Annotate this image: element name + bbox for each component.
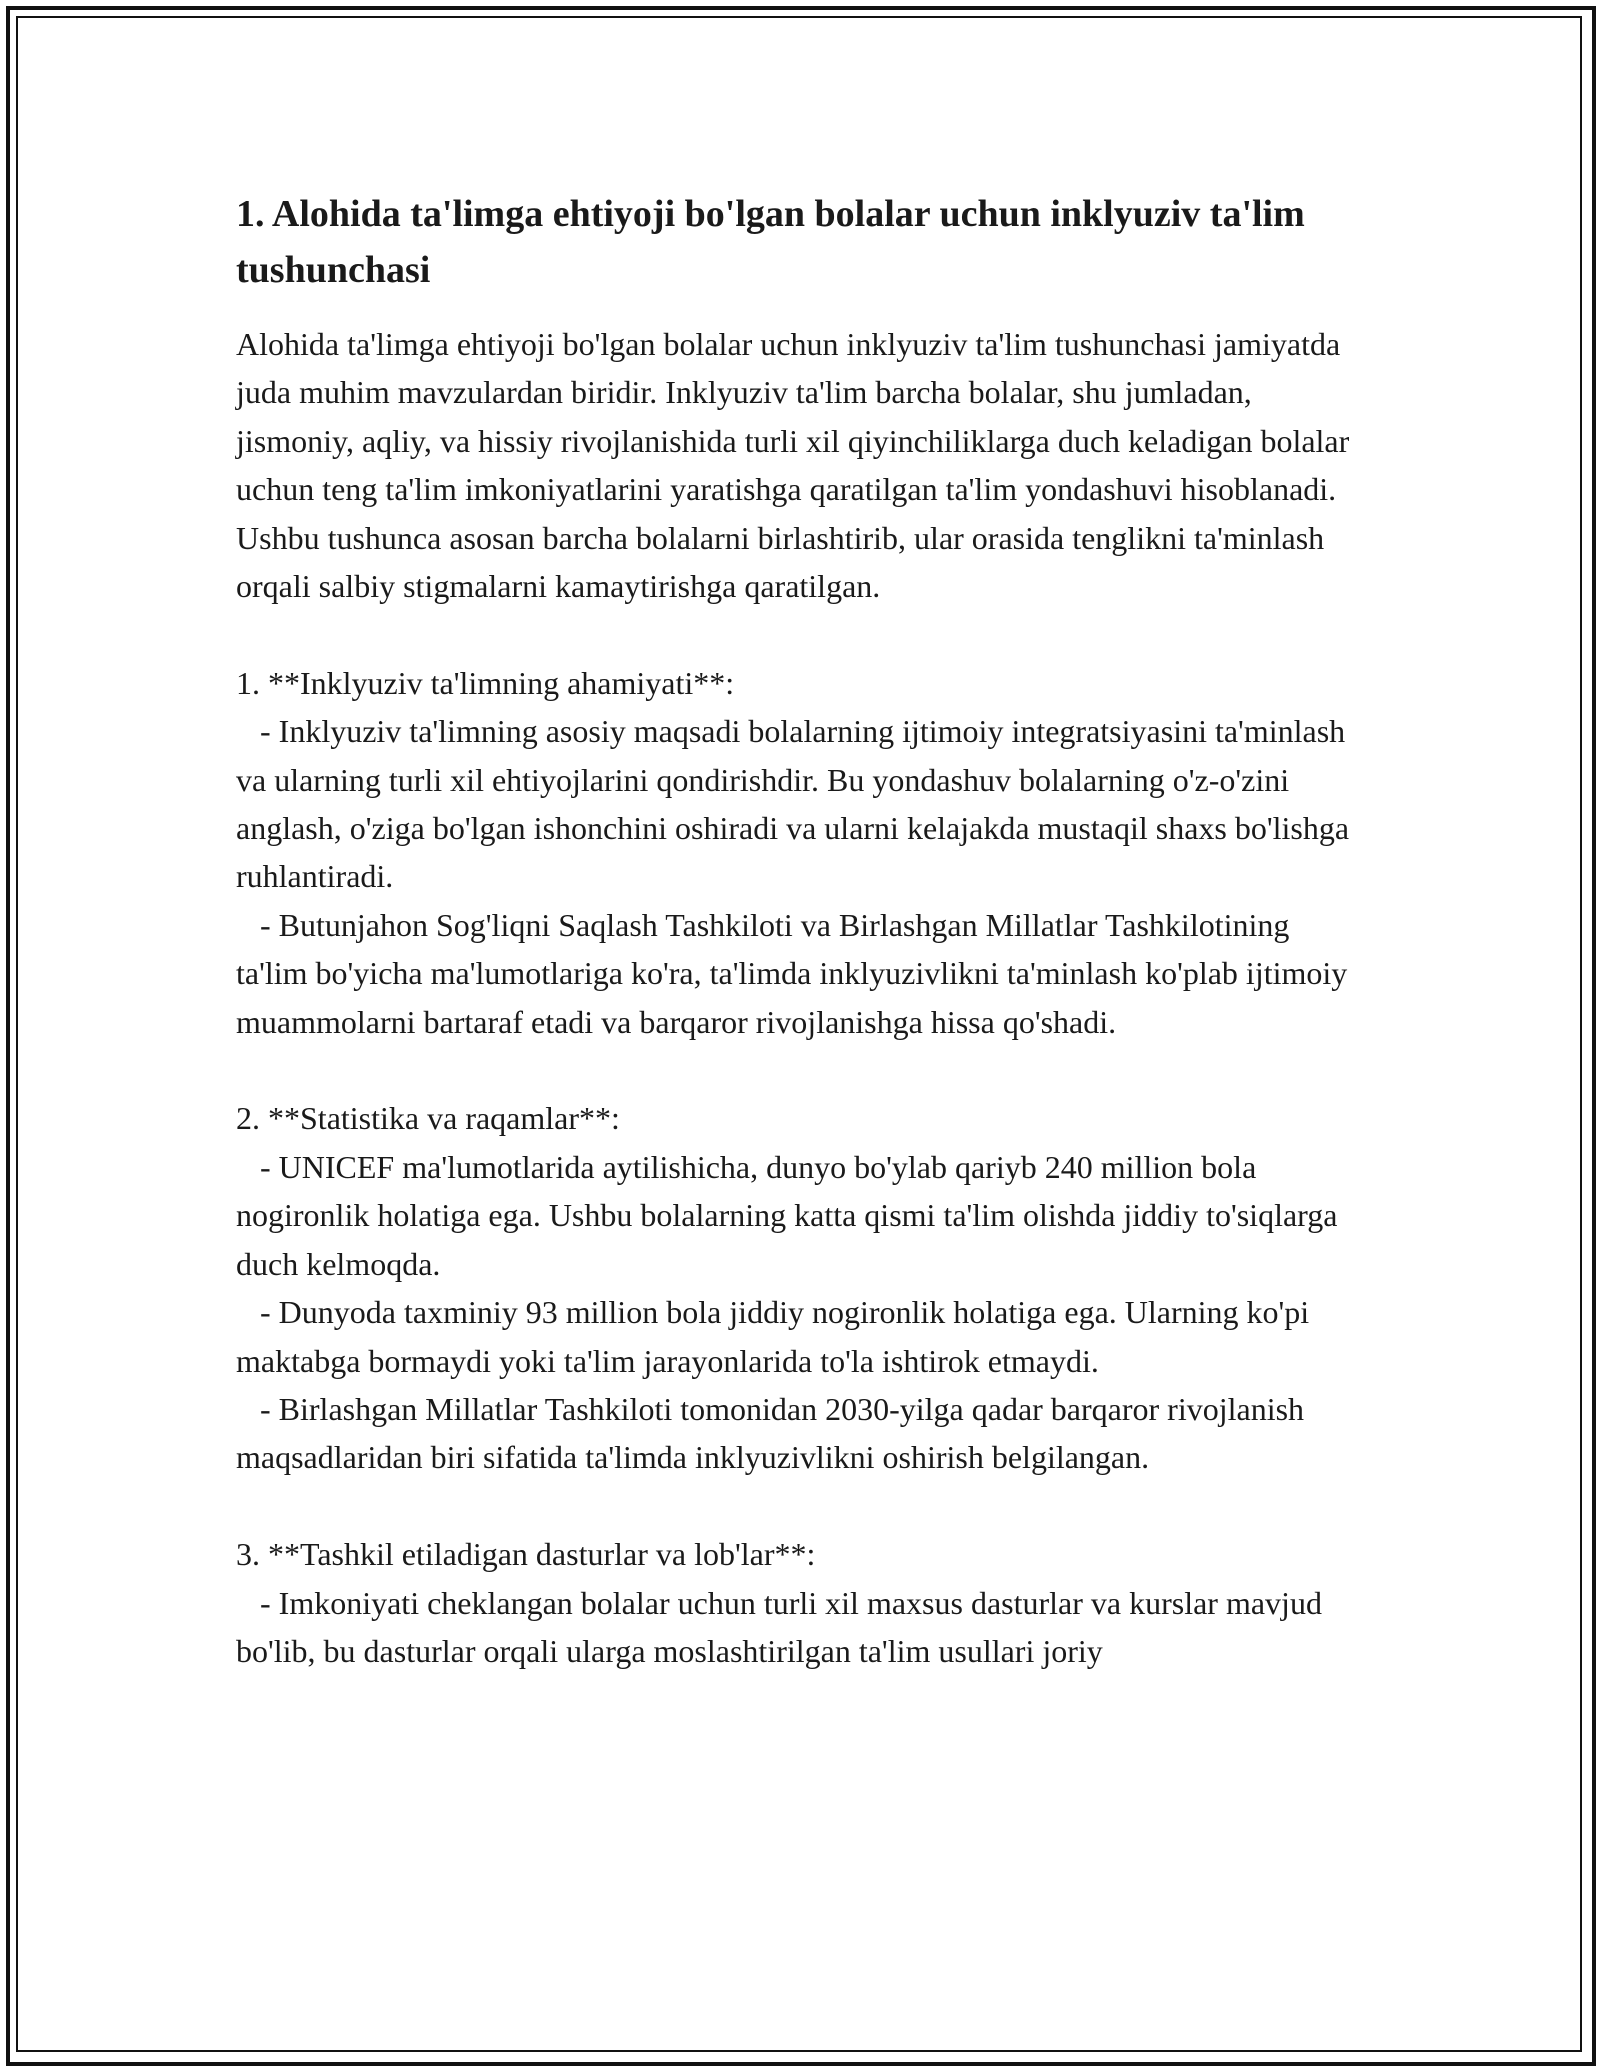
bullet-item: - UNICEF ma'lumotlarida aytilishicha, dunyo bo'ylab qariyb 240 million bola nogironlik holatiga ega. Ushbu bolalarning katta qismi ta'lim olishda jiddiy to'siqlarga duch kelmoqda. — [236, 1148, 1346, 1282]
bullet-item: - Birlashgan Millatlar Tashkiloti tomonidan 2030-yilga qadar barqaror rivojlanish maqsadlaridan biri sifatida ta'limda inklyuzivlikni oshirish belgilangan. — [236, 1390, 1313, 1476]
bullet-item: - Inklyuziv ta'limning asosiy maqsadi bolalarning ijtimoiy integratsiyasini ta'minlash va ularning turli xil ehtiyojlarini qondirishdir. Bu yondashuv bolalarning o'z-o'zini anglash, o'ziga bo'lgan ishonchini oshiradi va ularni kelajakda mustaqil shaxs bo'lishga ruhlantiradi. — [236, 713, 1358, 895]
intro-paragraph: Alohida ta'limga ehtiyoji bo'lgan bolalar uchun inklyuziv ta'lim tushunchasi jamiyatda juda muhim mavzulardan biridir. Inklyuziv ta'lim barcha bolalar, shu jumladan, jismoniy, aqliy, va hissiy rivojlanishida turli xil qiyinchiliklarga duch keladigan bolalar uchun teng ta'lim imkoniyatlarini yaratishga qaratilgan ta'lim yondashuvi hisoblanadi. Ushbu tushunca asosan barcha bolalarni birlashtirib, ular orasida tenglikni ta'minlash orqali salbiy stigmalarni kamaytirishga qaratilgan. — [236, 326, 1350, 605]
section-heading: 1. **Inklyuziv ta'limning ahamiyati**: — [236, 664, 735, 701]
bullet-item: - Dunyoda taxminiy 93 million bola jiddiy nogironlik holatiga ega. Ularning ko'pi maktabga bormaydi yoki ta'lim jarayonlarida to'la ishtirok etmaydi. — [236, 1294, 1318, 1379]
section-heading: 2. **Statistika va raqamlar**: — [236, 1100, 620, 1137]
section-spacer — [236, 1482, 1366, 1530]
bullet-item: - Imkoniyati cheklangan bolalar uchun turli xil maxsus dasturlar va kurslar mavjud bo'lib, bu dasturlar orqali ularga moslashtirilgan ta'lim usullari joriy — [236, 1584, 1330, 1669]
section-programs — [236, 1530, 1366, 1675]
document-body — [236, 186, 1366, 1675]
section-spacer — [236, 610, 1366, 658]
section-heading: 3. **Tashkil etiladigan dasturlar va lob'lar**: — [236, 1536, 816, 1573]
document-title: 1. Alohida ta'limga ehtiyoji bo'lgan bolalar uchun inklyuziv ta'lim tushunchasi — [236, 193, 1305, 291]
section-spacer — [236, 1046, 1366, 1094]
section-statistics — [236, 1094, 1366, 1481]
section-importance — [236, 659, 1366, 1046]
bullet-item: - Butunjahon Sog'liqni Saqlash Tashkiloti va Birlashgan Millatlar Tashkilotining ta'lim bo'yicha ma'lumotlariga ko'ra, ta'limda inklyuzivlikni ta'minlash ko'plab ijtimoiy muammolarni bartaraf etadi va barqaror rivojlanishga hissa qo'shadi. — [236, 906, 1356, 1040]
